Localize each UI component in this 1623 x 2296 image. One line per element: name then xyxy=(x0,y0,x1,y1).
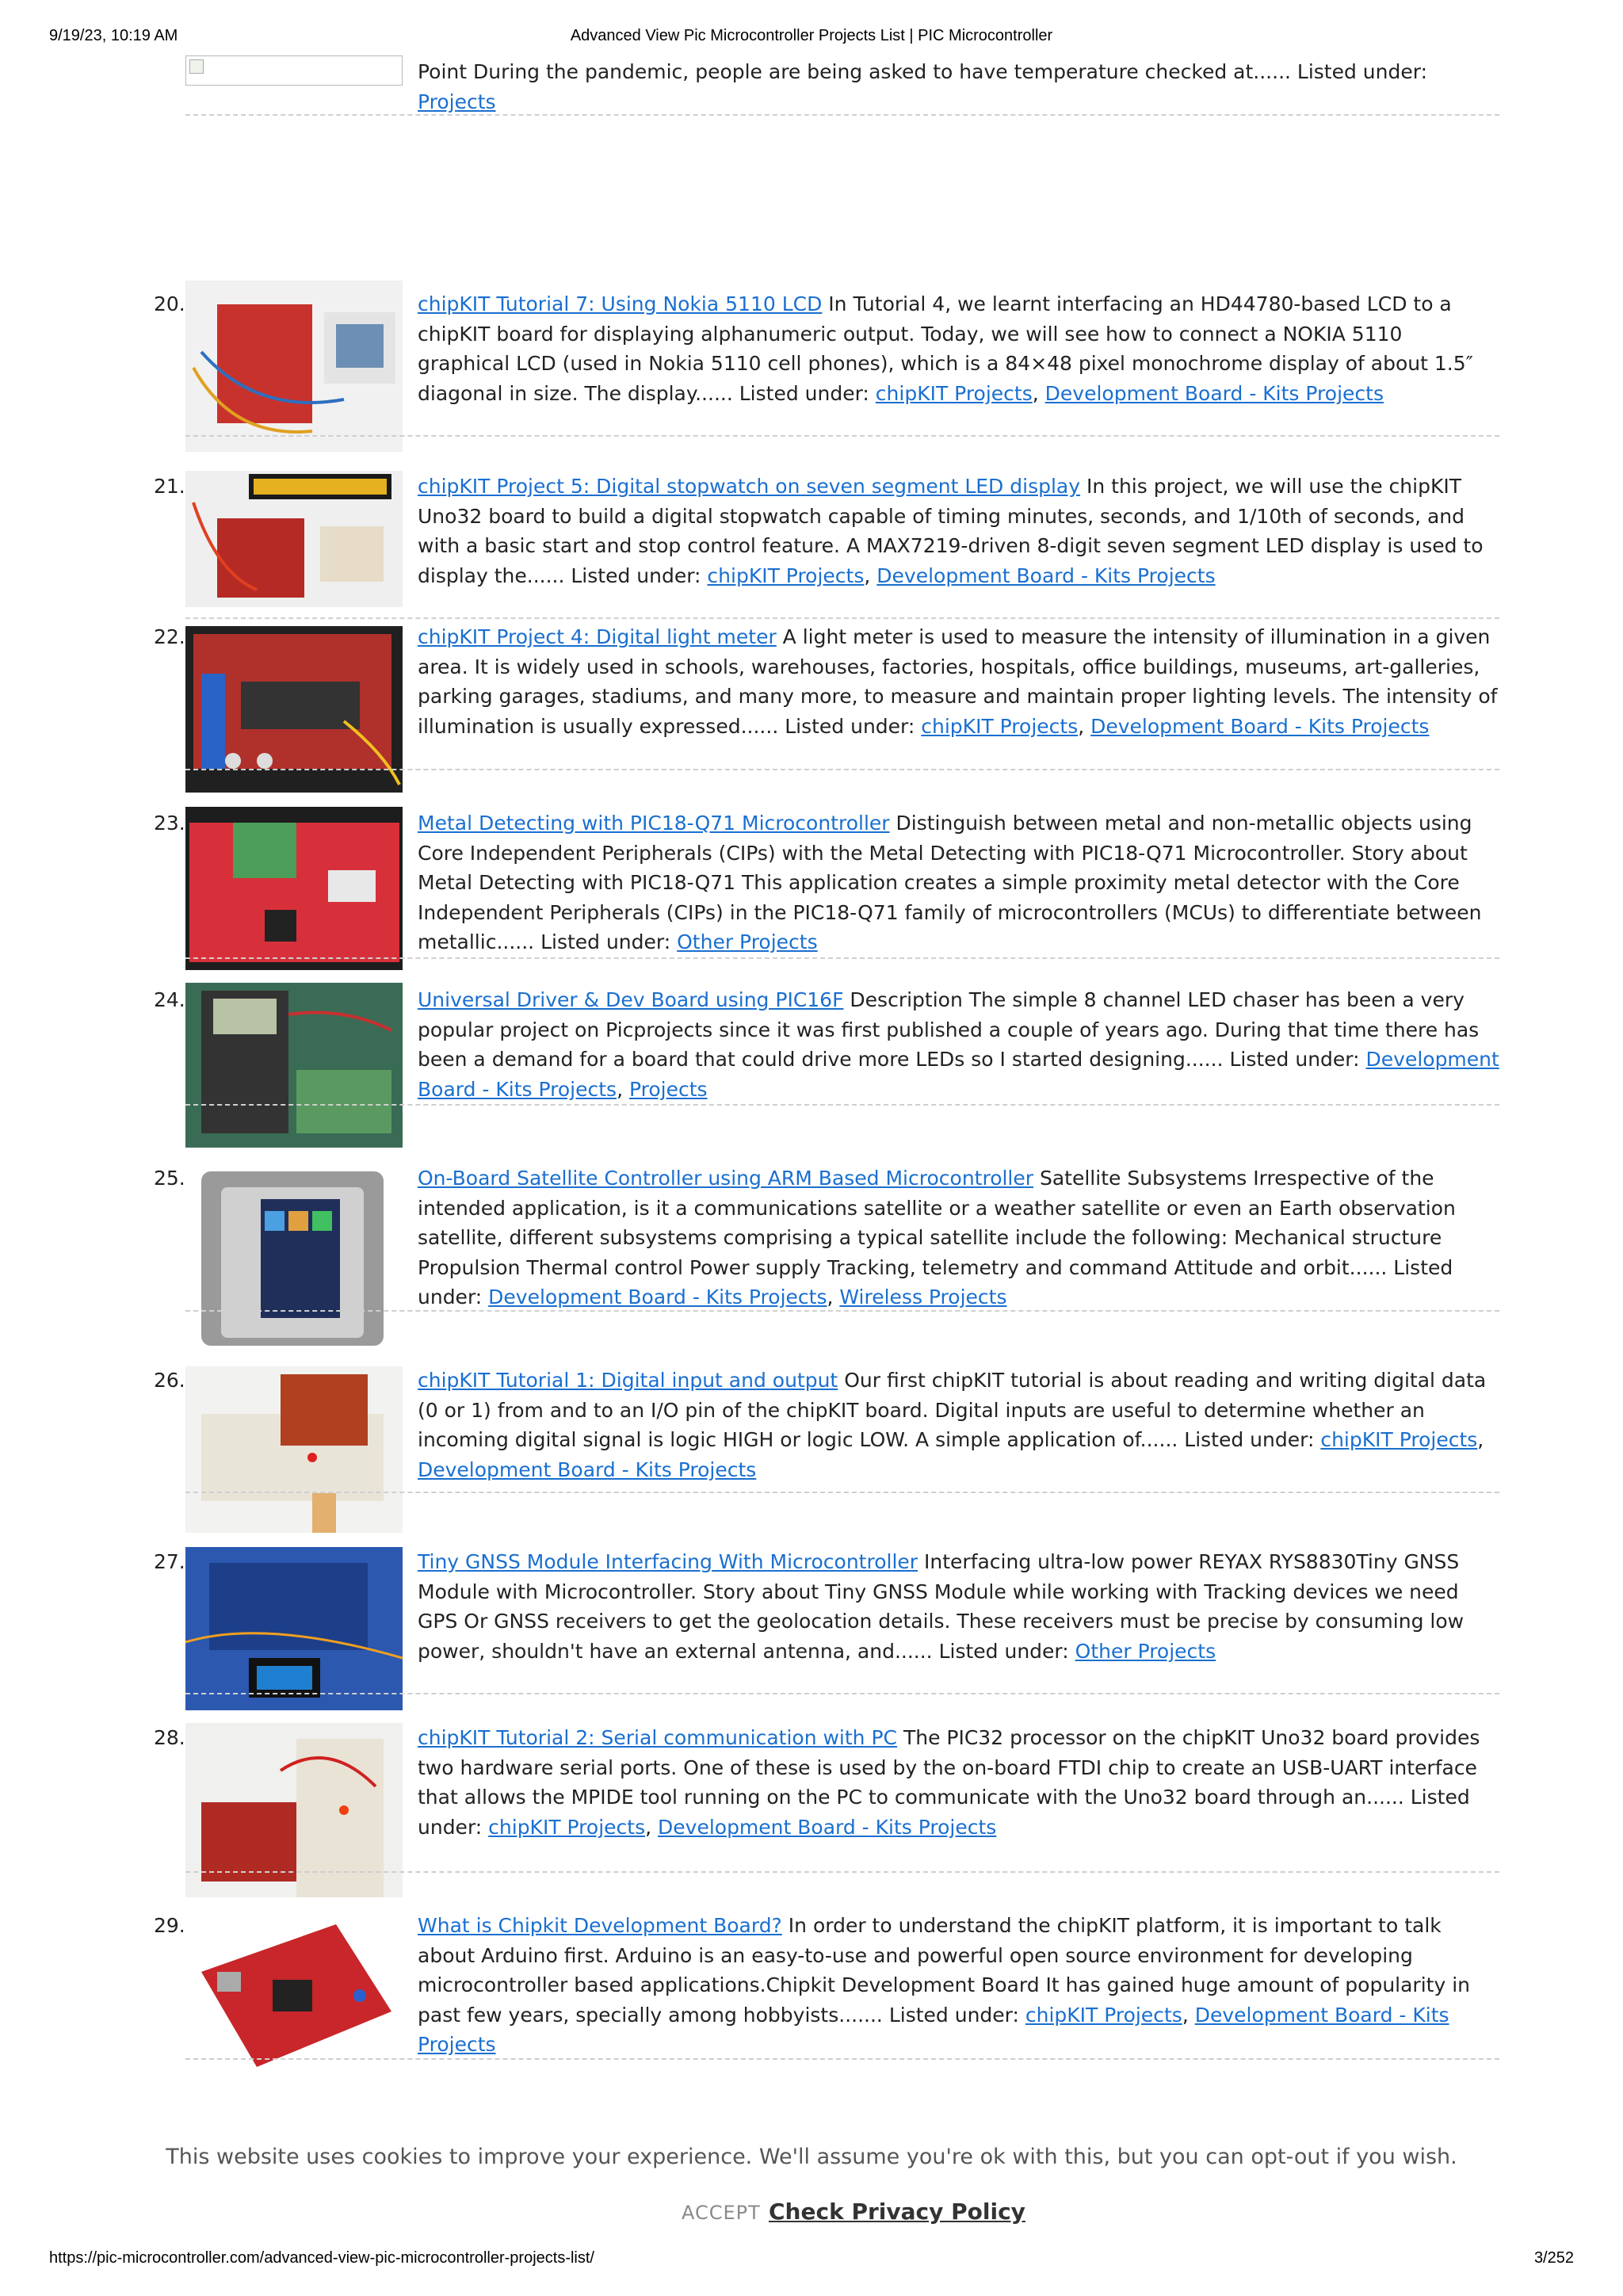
entry-title-link[interactable]: On-Board Satellite Controller using ARM Based Microcontroller xyxy=(418,1167,1034,1190)
entry-text: Distinguish between metal and non-metallic objects using Core Independent Peripherals (CIPs) with the Metal Detecting with PIC18-Q71 Microcontroller. Story about Metal Detecting with PIC18-Q71 This application creates a simple proximity metal detector with the Core Independent Peripherals (CIPs) in the PIC18-Q71 family of microcontrollers (MCUs) to differentiate between metallic...... Listed under: xyxy=(418,812,1482,953)
category-separator: , xyxy=(1477,1428,1484,1451)
cookie-accept-button[interactable]: ACCEPT xyxy=(682,2202,761,2224)
entry-text: In order to understand the chipKIT platform, it is important to talk about Arduino first. Arduino is an easy-to-use and powerful open source environment for developing microcontroller based applications.Chipkit Development Board It has gained huge amount of popularity in past few years, specially among hobbyists....... Listed under: xyxy=(418,1914,1470,2027)
category-link[interactable]: Development Board - Kits Projects xyxy=(418,1048,1499,1101)
category-link[interactable]: Projects xyxy=(418,90,496,113)
category-link[interactable]: Development Board - Kits Projects xyxy=(876,563,1216,587)
category-link[interactable]: chipKIT Projects xyxy=(921,714,1079,738)
category-link[interactable]: chipKIT Projects xyxy=(488,1815,646,1839)
category-link[interactable]: chipKIT Projects xyxy=(1025,2003,1182,2027)
category-separator: , xyxy=(645,1815,659,1839)
category-separator: , xyxy=(864,563,877,587)
entry-description xyxy=(418,1366,1499,1484)
category-link[interactable]: chipKIT Projects xyxy=(707,563,865,587)
entry-text: The PIC32 processor on the chipKIT Uno32 board provides two hardware serial ports. One of these is used by the on-board FTDI chip to create an USB-UART interface that allows the MPIDE tool running on the PC to communicate with the Uno32 board through an...... Listed under: xyxy=(418,1726,1480,1839)
print-footer xyxy=(0,2249,1623,2270)
category-link[interactable]: chipKIT Projects xyxy=(875,381,1033,405)
entry-description xyxy=(418,808,1499,957)
entry-description xyxy=(418,985,1499,1104)
category-separator: , xyxy=(1032,381,1045,405)
entry-text: A light meter is used to measure the intensity of illumination in a given area. It is widely used in schools, warehouses, factories, hospitals, office buildings, museums, art-galleries, parking garages, stadiums, and many more, to measure and maintain proper lighting levels. The intensity of illumination is usually expressed...... Listed under: xyxy=(418,625,1498,738)
entry-text: Interfacing ultra-low power REYAX RYS8830Tiny GNSS Module with Microcontroller. Story about Tiny GNSS Module while working with Tracking devices we need GPS Or GNSS receivers to get the geolocation details. These receivers must be precise by consuming low power, shouldn't have an external antenna, and...... Listed under: xyxy=(418,1550,1465,1663)
entry-number: 28. xyxy=(154,1726,185,1749)
touchscreen-controller-photo[interactable] xyxy=(185,1163,403,1350)
cookie-banner xyxy=(0,2129,1623,2248)
entry-title-link[interactable]: Metal Detecting with PIC18-Q71 Microcontroller xyxy=(418,812,890,835)
entry-text: Description The simple 8 channel LED chaser has been a very popular project on Picprojects since it was first published a couple of years ago. During that time there has been a demand for a board that could drive more LEDs so I started designing...... Listed under: xyxy=(418,988,1480,1071)
category-link[interactable]: Wireless Projects xyxy=(839,1286,1007,1308)
category-link[interactable]: Development Board - Kits Projects xyxy=(1090,714,1430,738)
gnss-module-photo[interactable] xyxy=(185,1547,403,1710)
category-separator: , xyxy=(827,1286,840,1308)
print-page-title: Advanced View Pic Microcontroller Projects List | PIC Microcontroller xyxy=(570,27,1053,44)
separator xyxy=(185,1104,1499,1106)
entry-title-link[interactable]: chipKIT Project 5: Digital stopwatch on seven segment LED display xyxy=(418,475,1081,498)
separator xyxy=(185,1693,1499,1694)
chipkit-uno32-board-photo[interactable] xyxy=(185,1908,403,2081)
entry-number: 25. xyxy=(154,1167,185,1190)
category-link[interactable]: Other Projects xyxy=(677,930,818,953)
category-link[interactable]: Development Board - Kits Projects xyxy=(1044,381,1384,405)
category-link[interactable]: Development Board - Kits Projects xyxy=(658,1815,997,1839)
separator xyxy=(185,435,1499,437)
entry-number: 27. xyxy=(154,1550,185,1573)
entry-text: Point During the pandemic, people are being asked to have temperature checked at...... Listed under: xyxy=(418,60,1428,83)
separator xyxy=(185,1310,1499,1312)
entry-description xyxy=(418,1163,1499,1312)
privacy-policy-link[interactable]: Check Privacy Policy xyxy=(769,2199,1025,2225)
separator xyxy=(185,1492,1499,1493)
entry-number: 20. xyxy=(154,292,185,315)
entry-description xyxy=(418,1723,1499,1842)
separator xyxy=(185,957,1499,959)
print-header xyxy=(0,27,1623,48)
board-with-nokia-lcd-photo[interactable] xyxy=(185,281,403,452)
print-page-number: 3/252 xyxy=(1533,2249,1574,2267)
entry-description xyxy=(418,1547,1499,1666)
category-link[interactable]: Development Board - Kits Projects xyxy=(418,2003,1449,2056)
category-link[interactable]: Development Board - Kits Projects xyxy=(418,1457,757,1481)
entry-title-link[interactable]: chipKIT Project 4: Digital light meter xyxy=(418,625,777,648)
entry-number: 29. xyxy=(154,1914,185,1937)
category-link[interactable]: chipKIT Projects xyxy=(1320,1428,1478,1451)
print-url: https://pic-microcontroller.com/advanced-view-pic-microcontroller-projects-list/ xyxy=(49,2249,594,2267)
entry-title-link[interactable]: Tiny GNSS Module Interfacing With Microcontroller xyxy=(418,1550,918,1573)
multimeter-and-driver-board-photo[interactable] xyxy=(185,983,403,1148)
entry-number: 22. xyxy=(154,625,185,648)
entry-text: In this project, we will use the chipKIT Uno32 board to build a digital stopwatch capable of timing minutes, seconds, and 1/10th of seconds, and with a basic start and stop control feature. A MAX7219-driven 8-digit seven segment LED display is used to display the...... Listed under: xyxy=(418,475,1484,587)
entry-number: 26. xyxy=(154,1369,185,1392)
entry-description xyxy=(418,289,1499,408)
entry-description xyxy=(418,472,1499,590)
entry-text: Satellite Subsystems Irrespective of the intended application, is it a communications satellite or a weather satellite or even an Earth observation satellite, different subsystems comprising a typical satellite include the following: Mechanical structure Propulsion Thermal control Power supply Tracking, telemetry and command Attitude and orbit...... Listed under: xyxy=(418,1167,1456,1308)
separator xyxy=(185,114,1499,116)
entry-title-link[interactable]: What is Chipkit Development Board? xyxy=(418,1914,782,1937)
entry-number: 21. xyxy=(154,475,185,498)
print-datetime: 9/19/23, 10:19 AM xyxy=(49,27,178,44)
entry-title-link[interactable]: chipKIT Tutorial 1: Digital input and output xyxy=(418,1369,838,1392)
category-separator: , xyxy=(1078,714,1091,738)
entry-text: Our first chipKIT tutorial is about reading and writing digital data (0 or 1) from and to an I/O pin of the chipKIT board. Digital inputs are useful to determine whether an incoming digital signal is logic HIGH or logic LOW. A simple application of...... Listed under: xyxy=(418,1369,1487,1451)
entry-title-link[interactable]: Universal Driver & Dev Board using PIC16F xyxy=(418,988,844,1011)
category-link[interactable]: Projects xyxy=(628,1077,708,1101)
red-curiosity-board-photo[interactable] xyxy=(185,807,403,970)
seven-segment-stopwatch-photo[interactable] xyxy=(185,471,403,607)
broken-image-icon xyxy=(189,59,204,74)
entry-text: In Tutorial 4, we learnt interfacing an HD44780-based LCD to a chipKIT board for displaying alphanumeric output. Today, we will see how to connect a NOKIA 5110 graphical LCD (used in Nokia 5110 cell phones), which is a 84×48 pixel monochrome display of about 1.5″ diagonal in size. The display...... Listed under: xyxy=(418,292,1473,405)
entry-number: 24. xyxy=(154,988,185,1011)
entry-description xyxy=(418,1911,1499,2060)
separator xyxy=(185,769,1499,770)
category-separator: , xyxy=(617,1077,629,1101)
entry-title-link[interactable]: chipKIT Tutorial 7: Using Nokia 5110 LCD xyxy=(418,292,823,315)
category-link[interactable]: Other Projects xyxy=(1075,1639,1216,1663)
separator xyxy=(185,2058,1499,2060)
entry-description xyxy=(418,622,1499,741)
separator xyxy=(185,1871,1499,1873)
entry-title-link[interactable]: chipKIT Tutorial 2: Serial communication with PC xyxy=(418,1726,898,1749)
breadboard-digital-io-photo[interactable] xyxy=(185,1366,403,1533)
light-meter-shield-photo[interactable] xyxy=(185,626,403,793)
category-separator: , xyxy=(1182,2003,1195,2027)
cookie-message: This website uses cookies to improve your experience. We'll assume you're ok with this, but you can opt-out if you wish. xyxy=(166,2145,1457,2169)
entry-description xyxy=(418,57,1499,117)
separator xyxy=(185,617,1499,619)
broken-image-placeholder xyxy=(185,55,403,86)
category-link[interactable]: Development Board - Kits Projects xyxy=(488,1286,827,1308)
entry-number: 23. xyxy=(154,812,185,835)
